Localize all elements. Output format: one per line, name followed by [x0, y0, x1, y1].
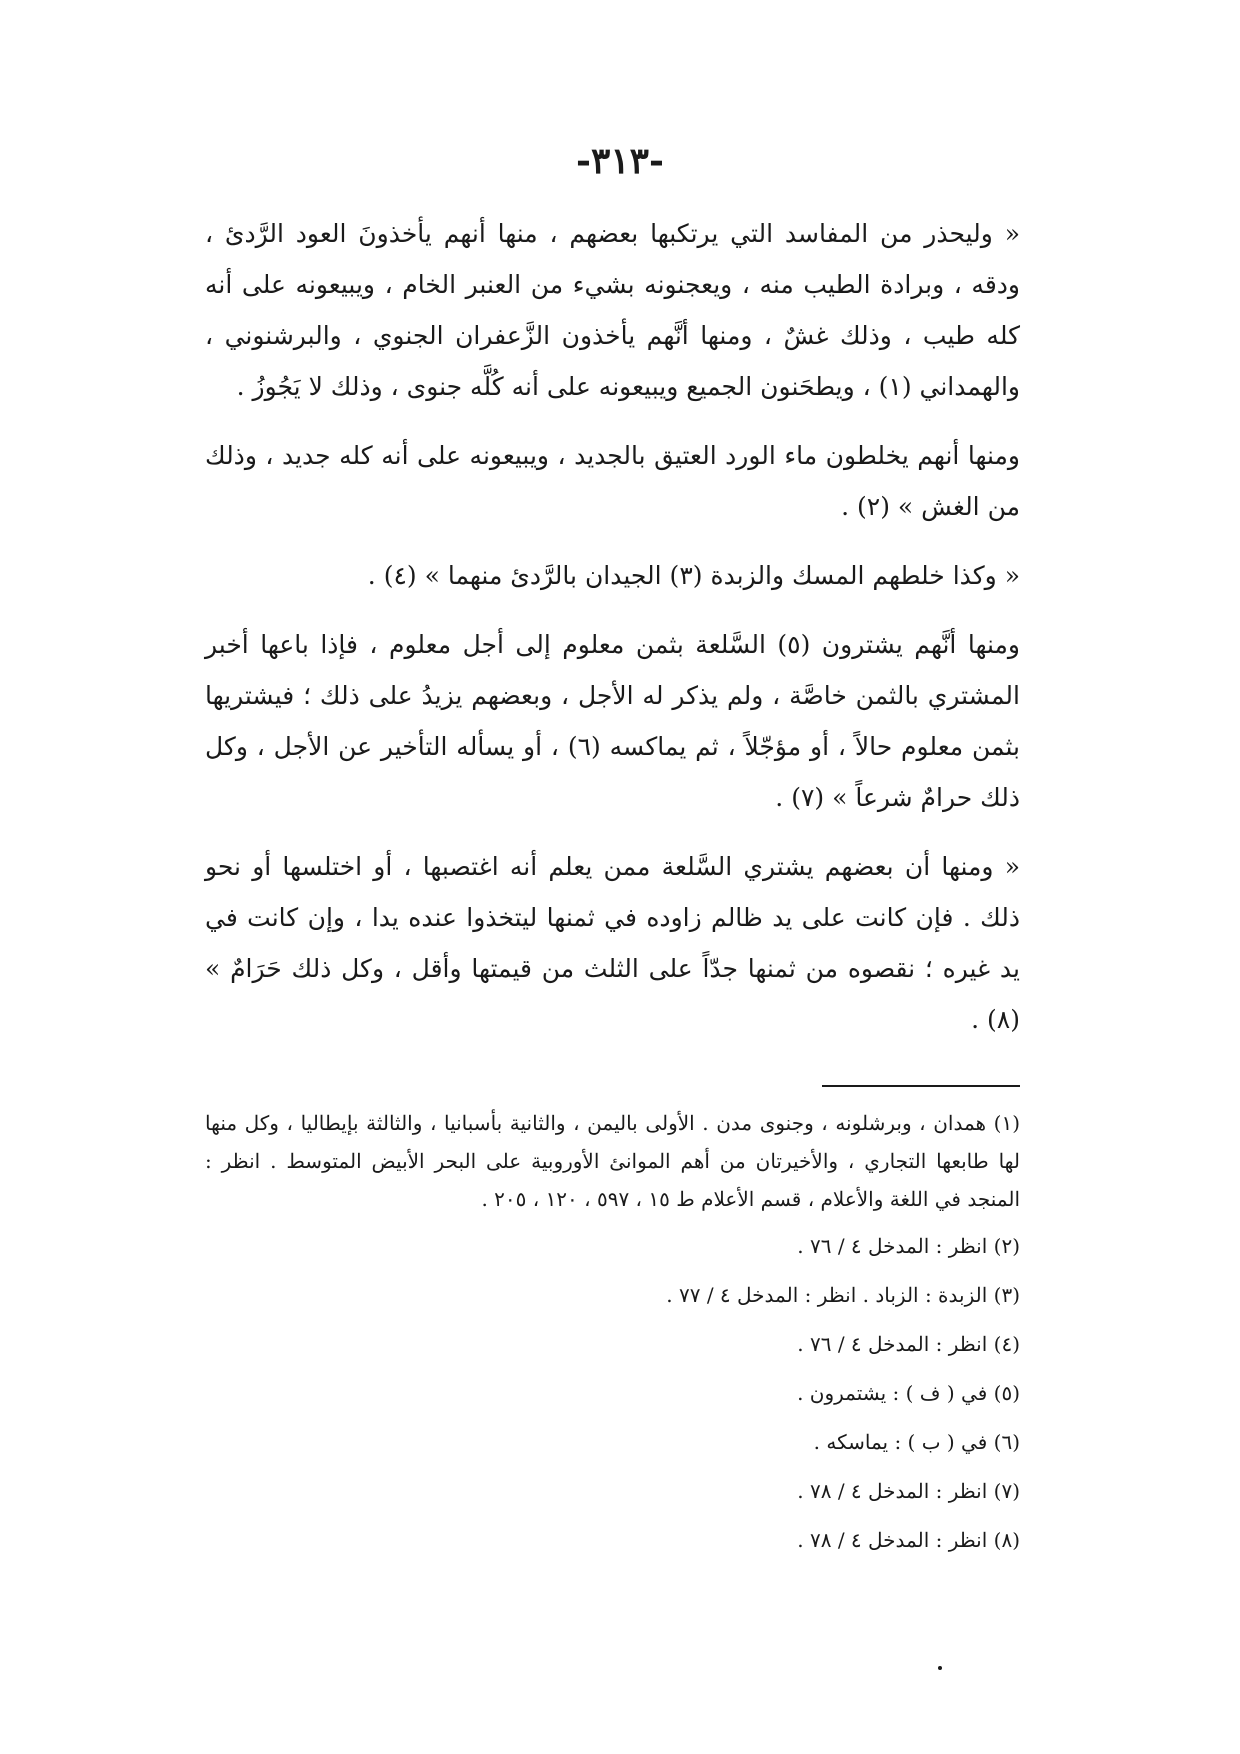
- page-number: -٣١٣-: [576, 140, 664, 182]
- page-end-dot: [938, 1666, 942, 1670]
- main-text: [205, 208, 1020, 1045]
- paragraph-1: « وليحذر من المفاسد التي يرتكبها بعضهم ، منها أنهم يأخذونَ العود الرَّدئ ، ودقه ، وبرادة الطيب منه ، ويعجنونه بشيء من العنبر الخام ، ويبيعونه على أنه كله طيب ، وذلك غشٌ ، ومنها أنَّهم يأخذون الزَّعفران الجنوي ، والبرشنوني ، والهمداني (١) ، ويطحَنون الجميع ويبيعونه على أنه كُلَّه جنوى ، وذلك لا يَجُوزُ .: [205, 219, 1020, 401]
- paragraph-4: ومنها أنَّهم يشترون (٥) السَّلعة بثمن معلوم إلى أجل معلوم ، فإذا باعها أخبر المشتري بالثمن خاصَّة ، ولم يذكر له الأجل ، وبعضهم يزيدُ على ذلك ؛ فيشتريها بثمن معلوم حالاً ، أو مؤجّلاً ، ثم يماكسه (٦) ، أو يسأله التأخير عن الأجل ، وكل ذلك حرامٌ شرعاً » (٧) .: [205, 630, 1020, 812]
- footnote-1: (١) همدان ، وبرشلونه ، وجنوى مدن . الأولى باليمن ، والثانية بأسبانيا ، والثالثة بإيطاليا ، وكل منها لها طابعها التجاري ، والأخيرتان من أهم الموانئ الأوروبية على البحر الأبيض المتوسط . انظر : المنجد في اللغة والأعلام ، قسم الأعلام ط ١٥ ، ٥٩٧ ، ١٢٠ ، ٢٠٥ .: [205, 1111, 1020, 1211]
- footnotes: [205, 1104, 1020, 1571]
- footnote-7: (٧) انظر : المدخل ٤ / ٧٨ .: [797, 1479, 1020, 1503]
- footnote-6: (٦) في ( ب ) : يماسكه .: [813, 1430, 1020, 1454]
- paragraph-5: « ومنها أن بعضهم يشتري السَّلعة ممن يعلم أنه اغتصبها ، أو اختلسها أو نحو ذلك . فإن كانت على يد ظالم زاوده في ثمنها ليتخذوا عنده يدا ، وإن كانت في يد غيره ؛ نقصوه من ثمنها جدّاً على الثلث من قيمتها وأقل ، وكل ذلك حَرَامٌ » (٨) .: [205, 852, 1020, 1034]
- footnote-separator: [822, 1085, 1020, 1087]
- footnote-5: (٥) في ( ف ) : يشتمرون .: [797, 1381, 1020, 1405]
- footnote-8: (٨) انظر : المدخل ٤ / ٧٨ .: [797, 1528, 1020, 1552]
- paragraph-2: ومنها أنهم يخلطون ماء الورد العتيق بالجديد ، ويبيعونه على أنه كله جديد ، وذلك من الغش » (٢) .: [205, 441, 1020, 521]
- footnote-2: (٢) انظر : المدخل ٤ / ٧٦ .: [797, 1234, 1020, 1258]
- footnote-4: (٤) انظر : المدخل ٤ / ٧٦ .: [797, 1332, 1020, 1356]
- footnote-3: (٣) الزبدة : الزباد . انظر : المدخل ٤ / ٧٧ .: [666, 1283, 1020, 1307]
- paragraph-3: « وكذا خلطهم المسك والزبدة (٣) الجيدان بالرَّدئ منهما » (٤) .: [367, 561, 1020, 590]
